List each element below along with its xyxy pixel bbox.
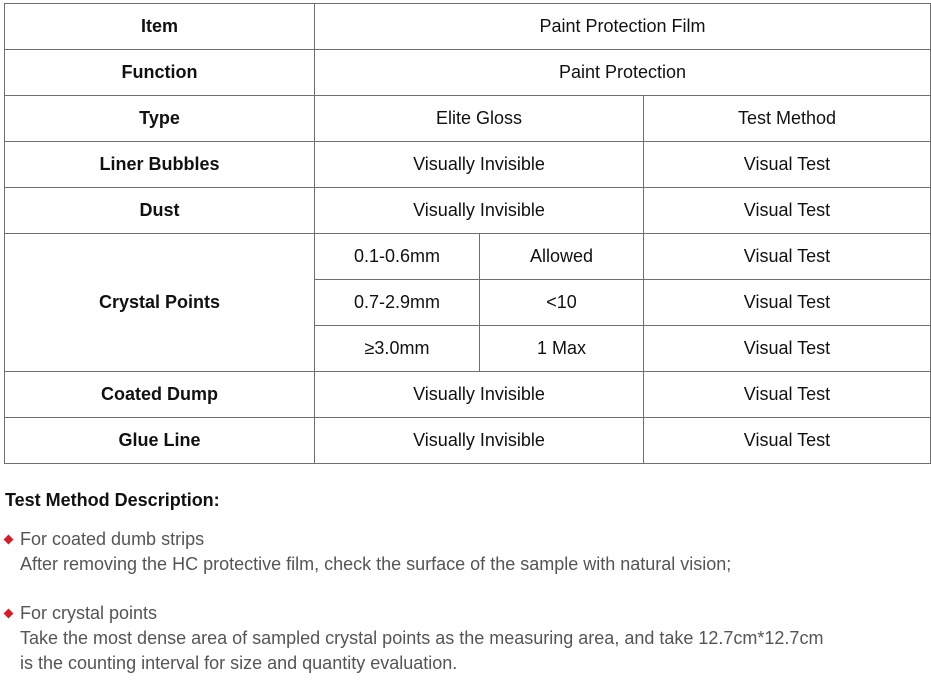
type-value: Elite Gloss (315, 96, 644, 142)
crystal-limit: Allowed (480, 234, 644, 280)
table-row-item (5, 4, 931, 50)
test-method-header: Test Method (644, 96, 931, 142)
dust-label: Dust (5, 188, 315, 234)
note-crystal-points (20, 601, 823, 676)
table-row-function (5, 50, 931, 96)
dust-value: Visually Invisible (315, 188, 644, 234)
crystal-limit: 1 Max (480, 326, 644, 372)
table-row-dust (5, 188, 931, 234)
crystal-size: ≥3.0mm (315, 326, 480, 372)
crystal-method: Visual Test (644, 326, 931, 372)
crystal-method: Visual Test (644, 234, 931, 280)
note-text: is the counting interval for size and quantity evaluation. (20, 653, 458, 673)
item-value: Paint Protection Film (315, 4, 931, 50)
table-row-type (5, 96, 931, 142)
note-heading: For coated dumb strips (20, 529, 205, 549)
item-label: Item (5, 4, 315, 50)
table-row-liner-bubbles (5, 142, 931, 188)
coated-dump-method: Visual Test (644, 372, 931, 418)
crystal-size: 0.7-2.9mm (315, 280, 480, 326)
table-row-coated-dump (5, 372, 931, 418)
spec-table (4, 3, 931, 464)
glue-line-value: Visually Invisible (315, 418, 644, 464)
coated-dump-value: Visually Invisible (315, 372, 644, 418)
liner-bubbles-value: Visually Invisible (315, 142, 644, 188)
note-text: After removing the HC protective film, check the surface of the sample with natural vision; (20, 554, 732, 574)
liner-bubbles-method: Visual Test (644, 142, 931, 188)
liner-bubbles-label: Liner Bubbles (5, 142, 315, 188)
diamond-bullet-icon (4, 609, 14, 619)
coated-dump-label: Coated Dump (5, 372, 315, 418)
note-coated-dumb-strips (20, 527, 731, 577)
crystal-limit: <10 (480, 280, 644, 326)
crystal-size: 0.1-0.6mm (315, 234, 480, 280)
table-row-glue-line (5, 418, 931, 464)
dust-method: Visual Test (644, 188, 931, 234)
crystal-method: Visual Test (644, 280, 931, 326)
glue-line-label: Glue Line (5, 418, 315, 464)
table-row-crystal-points-1 (5, 234, 931, 280)
note-text: Take the most dense area of sampled crystal points as the measuring area, and take 12.7cm*12.7cm (20, 628, 824, 648)
description-title: Test Method Description: (5, 490, 220, 510)
crystal-points-label: Crystal Points (5, 234, 315, 372)
note-heading: For crystal points (20, 603, 158, 623)
glue-line-method: Visual Test (644, 418, 931, 464)
type-label: Type (5, 96, 315, 142)
function-label: Function (5, 50, 315, 96)
diamond-bullet-icon (4, 535, 14, 545)
function-value: Paint Protection (315, 50, 931, 96)
